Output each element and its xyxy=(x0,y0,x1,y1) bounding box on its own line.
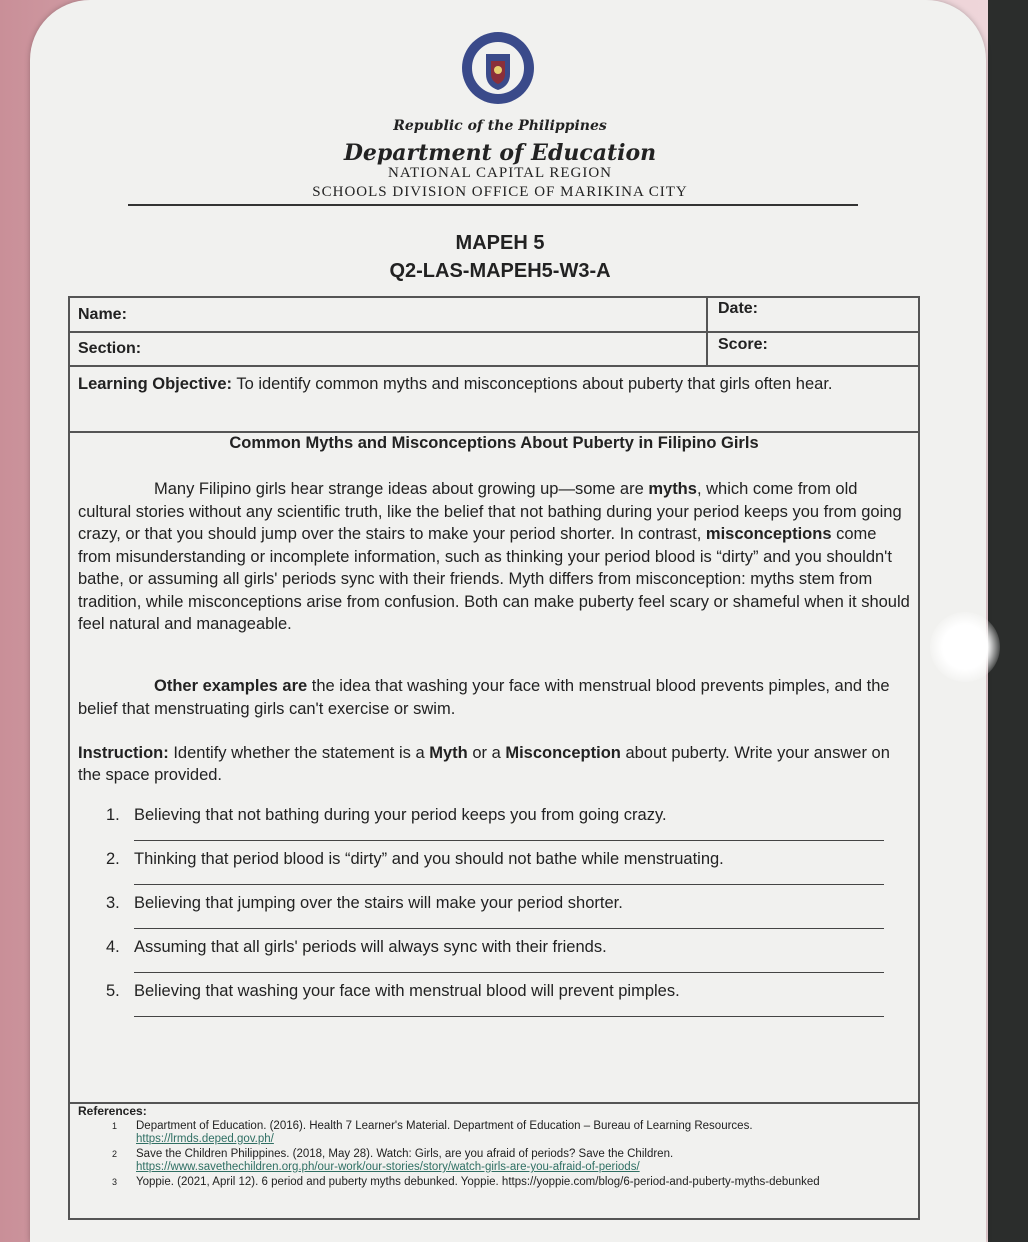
term-myths: myths xyxy=(648,480,697,498)
row-divider xyxy=(68,331,920,333)
republic-text: Republic of the Philippines xyxy=(393,118,607,134)
region-text: NATIONAL CAPITAL REGION xyxy=(388,165,612,181)
text-run: about puberty. Write your answer on the space provided. xyxy=(78,744,890,784)
column-divider xyxy=(706,296,708,366)
answer-line[interactable] xyxy=(134,884,884,885)
lesson-paragraph-2 xyxy=(78,675,910,720)
reference-text: Save the Children Philippines. (2018, May 28). Watch: Girls, are you afraid of periods? Save the Children. xyxy=(136,1148,674,1160)
text-run: or a xyxy=(467,744,506,762)
row-divider xyxy=(68,431,920,433)
header-divider xyxy=(128,204,858,206)
objective-text: To identify common myths and misconceptions about puberty that girls often hear. xyxy=(232,375,833,393)
reference-number: 1 xyxy=(112,1121,118,1131)
item-number: 2. xyxy=(106,850,120,868)
list-item xyxy=(106,850,906,894)
lesson-title: Common Myths and Misconceptions About Puberty in Filipino Girls xyxy=(229,434,759,452)
instruction-label: Instruction: xyxy=(78,744,169,762)
division-text: SCHOOLS DIVISION OFFICE OF MARIKINA CITY xyxy=(312,184,688,200)
list-item xyxy=(106,806,906,850)
reference-text: Yoppie. (2021, April 12). 6 period and puberty myths debunked. Yoppie. https://yoppie.com/blog/6-period-and-puberty-myths-debunked xyxy=(136,1176,820,1188)
text-run: , which come from old cultural stories without any scientific truth, like the belief that not bathing during your period keeps you from going crazy, or that you should jump over the stairs to make your period shorter. In contrast, xyxy=(78,480,902,543)
term-misconception: Misconception xyxy=(505,744,621,762)
item-number: 4. xyxy=(106,938,120,956)
text-run: Identify whether the statement is a xyxy=(168,744,430,762)
list-item xyxy=(106,894,906,938)
reference-number: 2 xyxy=(112,1149,118,1159)
text-run: Many Filipino girls hear strange ideas about growing up—some are xyxy=(154,480,649,498)
row-divider xyxy=(68,365,920,367)
reference-item xyxy=(78,1148,908,1174)
name-label: Name: xyxy=(78,306,127,323)
term-misconceptions: misconceptions xyxy=(705,525,832,543)
item-number: 3. xyxy=(106,894,120,912)
light-glare xyxy=(930,612,1000,682)
reference-item xyxy=(78,1120,908,1146)
department-title: Department of Education xyxy=(343,140,657,166)
answer-line[interactable] xyxy=(134,928,884,929)
term-myth: Myth xyxy=(429,744,468,762)
reference-link[interactable]: https://lrmds.deped.gov.ph/ xyxy=(136,1133,274,1145)
reference-link[interactable]: https://www.savethechildren.org.ph/our-work/our-stories/story/watch-girls-are-you-afraid-of-periods/ xyxy=(136,1161,640,1173)
instruction xyxy=(78,742,910,786)
text-run: the idea that washing your face with menstrual blood prevents pimples, and the belief that menstruating girls can't exercise or swim. xyxy=(78,677,890,718)
section-label: Section: xyxy=(78,340,142,357)
references-title: References: xyxy=(78,1104,147,1118)
subject-title: MAPEH 5 xyxy=(455,232,545,254)
text-run: come from misunderstanding or incomplete information, such as thinking your period blood is “dirty” and you shouldn't bathe, or assuming all girls' periods sync with their friends. Myth differs from misconception: myths stem from tradition, while misconceptions arise from confusion. Both can make puberty feel scary or shameful when it should feel natural and manageable. xyxy=(78,525,910,633)
score-label: Score: xyxy=(718,336,768,353)
item-text: Believing that not bathing during your period keeps you from going crazy. xyxy=(134,806,667,824)
deped-seal-icon xyxy=(460,28,536,108)
item-number: 1. xyxy=(106,806,120,824)
objective-label: Learning Objective: xyxy=(78,375,233,393)
question-list xyxy=(106,806,906,1026)
reference-number: 3 xyxy=(112,1177,118,1187)
item-number: 5. xyxy=(106,982,120,1000)
references xyxy=(78,1104,908,1189)
item-text: Thinking that period blood is “dirty” and you should not bathe while menstruating. xyxy=(134,850,724,868)
item-text: Believing that jumping over the stairs will make your period shorter. xyxy=(134,894,623,912)
other-examples-label: Other examples are xyxy=(154,677,308,695)
answer-line[interactable] xyxy=(134,972,884,973)
learning-objective xyxy=(78,370,913,398)
lesson-paragraph-1 xyxy=(78,478,910,636)
reference-item xyxy=(78,1176,908,1189)
item-text: Believing that washing your face with menstrual blood will prevent pimples. xyxy=(134,982,680,1000)
list-item xyxy=(106,982,906,1026)
item-text: Assuming that all girls' periods will always sync with their friends. xyxy=(134,938,607,956)
answer-line[interactable] xyxy=(134,1016,884,1017)
date-label: Date: xyxy=(718,300,759,317)
worksheet-code: Q2-LAS-MAPEH5-W3-A xyxy=(389,260,611,282)
list-item xyxy=(106,938,906,982)
answer-line[interactable] xyxy=(134,840,884,841)
reference-text: Department of Education. (2016). Health 7 Learner's Material. Department of Education – Bureau of Learning Resources. xyxy=(136,1120,753,1132)
